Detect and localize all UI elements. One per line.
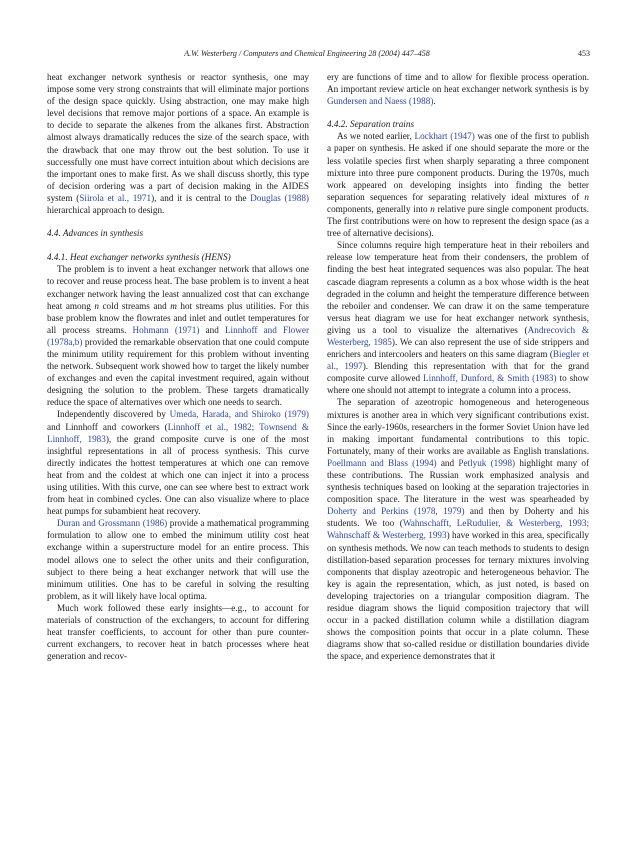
- page-number: 453: [578, 49, 590, 58]
- paragraph: As we noted earlier, Lockhart (1947) was one of the first to publish a paper on synthesis. He asked if one should separate the more or the less volatile species first when sharply separating a three component mixture into three pure component products. During the 1970s, much work appeared on developing insights into finding the better separation sequences for separating relatively ideal mixtures of n components, generally into n relative pure single component products. The first contributions were on how to represent the design space (as a tree of alternative decisions).: [327, 131, 590, 239]
- paragraph: Since columns require high temperature heat in their reboilers and release low temperature heat from their condensers, the problem of finding the best heat integrated sequences was also popular. The heat cascade diagram represents a column as a box whose width is the heat degraded in the column and height the temperature difference between the reboiler and condenser. We can draw it on the same temperature versus heat diagram we use for heat exchanger network synthesis, giving us a tool to visualize the alternatives (Andrecovich & Westerberg, 1985). We can also represent the use of side strippers and enrichers and intercoolers and heaters on this same diagram (Biegler et al., 1997). Blending this representation with that for the grand composite curve allowed Linnhoff, Dunford, & Smith (1983) to show where one should not attempt to integrate a column into a process.: [327, 240, 590, 396]
- paragraph: Duran and Grossmann (1986) provide a mathematical programming formulation to allow one to embed the minimum utility cost heat exchange within a superstructure model for an entire process. This model allows one to select the other units and their configuration, subject to there being a heat exchanger network that will use the minimum utilities. One has to be careful in solving the resulting problem, as it will likely have local optima.: [47, 518, 310, 601]
- section-heading: 4.4. Advances in synthesis: [47, 228, 144, 239]
- citation-link[interactable]: Linnhoff and Flower (1978a,b): [47, 324, 309, 347]
- citation-link[interactable]: Linnhoff, Dunford, & Smith (1983): [423, 373, 557, 384]
- paragraph: The separation of azeotropic homogeneous and heterogeneous mixtures is another area in which very significant contributions exist. Since the early-1960s, researchers in the former Soviet Union have led in making important fundamental contributions to this topic. Fortunately, many of their works are available as English translations. Poellmann and Blass (1994) and Petlyuk (1998) highlight many of these contributions. The Russian work emphasized analysis and synthesis techniques based on looking at the separation trajectories in composition space. The literature in the west was spearheaded by Doherty and Perkins (1978, 1979) and then by Doherty and his students. We too (Wahnschafft, LeRudulier, & Westerberg, 1993; Wahnschaff & Westerberg, 1993) have worked in this area, specifically on synthesis methods. We now can teach methods to students to design distillation-based separation processes for ternary mixtures involving components that display azeotropic and heterogeneous behavior. The key is again the representation, which, as just noted, is based on developing trajectories on a triangular composition diagram. The residue diagram shows the liquid composition trajectory that will occur in a packed distillation column while a distillation diagram shows the composition points that occur in a plate column. These diagrams show that so-called residue or distillation boundaries divide the space, and experience demonstrates that it: [327, 397, 590, 662]
- citation-link[interactable]: Poellmann and Blass (1994): [327, 457, 437, 468]
- citation-link[interactable]: Umeda, Harada, and Shiroko (1979): [169, 409, 309, 420]
- citation-link[interactable]: Petlyuk (1998): [458, 457, 516, 468]
- citation-link[interactable]: Linnhoff et al., 1982; Townsend & Linnhoff, 1983: [47, 421, 309, 444]
- citation-link[interactable]: Gundersen and Naess (1988): [327, 96, 434, 107]
- paragraph: heat exchanger network synthesis or reactor synthesis, one may impose some very strong constraints that will eliminate major portions of the design space quickly. Using abstraction, one may make high level decisions that remove major portions of a space. An example is to decide to separate the alkenes from the alkanes first. Abstraction almost always dramatically reduces the size of the search space, with the drawback that one may throw out the best solution. To use it successfully one must have correct intuition about which decisions are the important ones to make first. As we shall discuss shortly, this type of decision ordering was a part of decision making in the AIDES system (Siirola et al., 1971), and it is central to the Douglas (1988) hierarchical approach to design.: [47, 72, 309, 216]
- paragraph: Much work followed these early insights—e.g., to account for materials of construction of the exchangers, to account for differing heat transfer coefficients, to account for other than pure counter-current exchangers, to recover heat in batch processes where heat generation and recov-: [47, 602, 309, 662]
- citation-link[interactable]: Duran and Grossmann (1986): [57, 518, 168, 529]
- citation-link[interactable]: Andrecovich & Westerberg, 1985: [327, 324, 589, 347]
- citation-link[interactable]: Hohmann (1971): [132, 324, 200, 335]
- subsection-heading: 4.4.1. Heat exchanger networks synthesis (HENS): [47, 252, 231, 263]
- right-column: [327, 71, 589, 663]
- paragraph: The problem is to invent a heat exchanger network that allows one to recover and reuse process heat. The base problem is to invent a heat exchanger network having the least annualized cost that can exchange heat among n cold streams and m hot streams plus utilities. For this base problem know the flowrates and inlet and outlet temperatures for all process streams. Hohmann (1971) and Linnhoff and Flower (1978a,b) provided the remarkable observation that one could compute the minimum utility requirement for this problem without inventing the network. Subsequent work showed how to target the likely number of exchanges and even the capital investment required, again without designing the solution to the problem. These targets dramatically reduce the space of alternatives over which one needs to search.: [47, 264, 309, 408]
- paragraph: Independently discovered by Umeda, Harada, and Shiroko (1979) and Linnhoff and coworkers (Linnhoff et al., 1982; Townsend & Linnhoff, 1983), the grand composite curve is one of the most insightful representations in all of process synthesis. This curve directly indicates the hottest temperatures at which one can remove heat from and the coldest at which one can inject it into a process using utilities. With this curve, one can see where best to extract work from heat in combined cycles. One can also visualize where to place heat pumps for subambient heat recovery.: [47, 409, 309, 517]
- citation-link[interactable]: Biegler et al., 1997: [327, 349, 589, 372]
- paragraph: ery are functions of time and to allow for flexible process operation. An important review article on heat exchanger network synthesis is by Gundersen and Naess (1988).: [327, 72, 589, 107]
- subsection-heading: 4.4.2. Separation trains: [327, 119, 415, 130]
- citation-link[interactable]: Lockhart (1947): [414, 131, 475, 142]
- citation-link[interactable]: Wahnschafft, LeRudulier, & Westerberg, 1993; Wahnschaff & Westerberg, 1993: [327, 518, 589, 541]
- citation-link[interactable]: Douglas (1988): [250, 192, 309, 203]
- citation-link[interactable]: Siirola et al., 1971: [79, 192, 152, 203]
- citation-link[interactable]: Doherty and Perkins (1978, 1979): [327, 506, 465, 517]
- running-head: A.W. Westerberg / Computers and Chemical Engineering 28 (2004) 447–458: [184, 49, 430, 58]
- left-column: [47, 71, 309, 662]
